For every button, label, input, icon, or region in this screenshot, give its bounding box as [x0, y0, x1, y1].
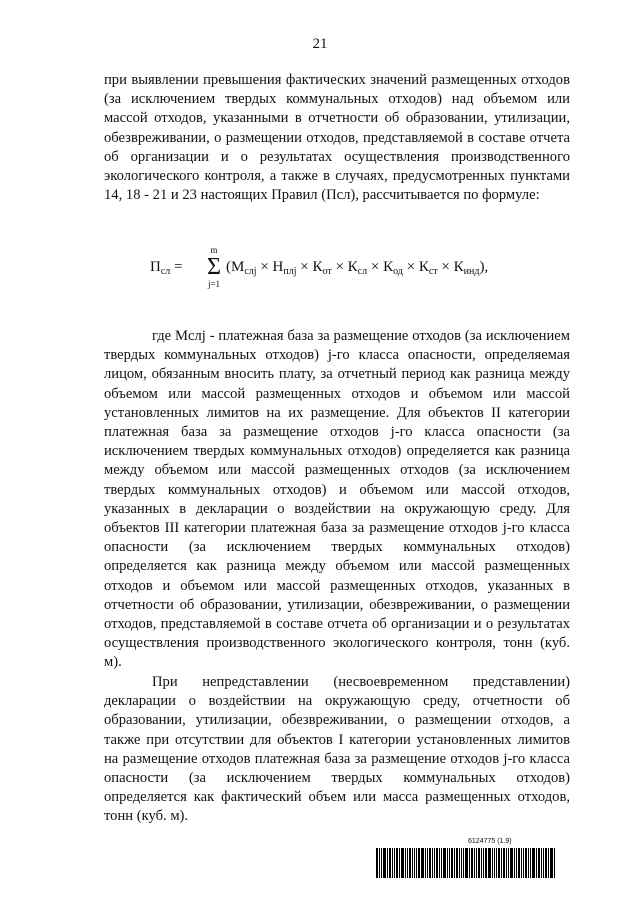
sum-upper-limit: m: [210, 245, 218, 255]
paragraph-nonsubmission: При непредставлении (несвоевременном представлении) декларации о воздействии на окружающую среду, отчетности об образовании, утилизации, обезвреживании, о размещении отходов, а также при отсутствии для объектов I категории установленных лимитов на размещение отходов платежная база за размещение отходов j-го класса опасности (за исключением твердых коммунальных отходов) определяется как фактический объем или масса размещенных отходов, тонн (куб. м).: [104, 674, 570, 825]
sigma-icon: Σ: [207, 254, 221, 280]
formula: [150, 245, 530, 293]
document-code: 6124775 (1.9): [468, 838, 512, 845]
page-number: 21: [312, 36, 328, 52]
summation-symbol: [202, 245, 226, 289]
paragraph-intro: при выявлении превышения фактических значений размещенных отходов (за исключением твердых коммунальных отходов) над объемом или массой отходов, указанными в отчетности об образовании, утилизации, обезвреживании, о размещении отходов, представляемой в составе отчета об организации и о результатах осуществления производственного экологического контроля, а также в случаях, предусмотренных пунктами 14, 18 - 21 и 23 настоящих Правил (Псл), рассчитывается по формуле:: [104, 72, 570, 204]
sum-lower-limit: j=1: [207, 279, 221, 289]
paragraph-definition: где Мслj - платежная база за размещение отходов (за исключением твердых коммунальных отходов) j-го класса опасности, определяемая лицом, обязанным вносить плату, за отчетный период как разница между объемом или массой размещенных отходов и объемом или массой установленных лимитов на их размещение. Для объектов II категории платежная база за размещение отходов j-го класса опасности (за исключением твердых коммунальных отходов) определяется как разница между объемом или массой размещенных отходов (за исключением твердых коммунальных отходов) и объемом или массой отходов, указанных в декларации о воздействии на окружающую среду. Для объектов III категории платежная база за размещение отходов j-го класса опасности (за исключением твердых коммунальных отходов) определяется как разница между объемом или массой размещенных отходов и объемом или массой размещенных отходов, указанных в отчетности об образовании, утилизации, обезвреживании, о размещении отходов, представляемой в составе отчета об организации и о результатах осуществления производственного экологического контроля, тонн (куб. м).: [104, 328, 570, 671]
formula-rhs: $(М_{слj} \times Н_{плj} \times К_{от} \times К_{сл} \times К_{од} \times К_{ст} \times К_{инд})$,: [226, 259, 489, 277]
formula-lhs: $П_{сл}$ =: [150, 259, 183, 277]
barcode-icon: [376, 848, 602, 878]
